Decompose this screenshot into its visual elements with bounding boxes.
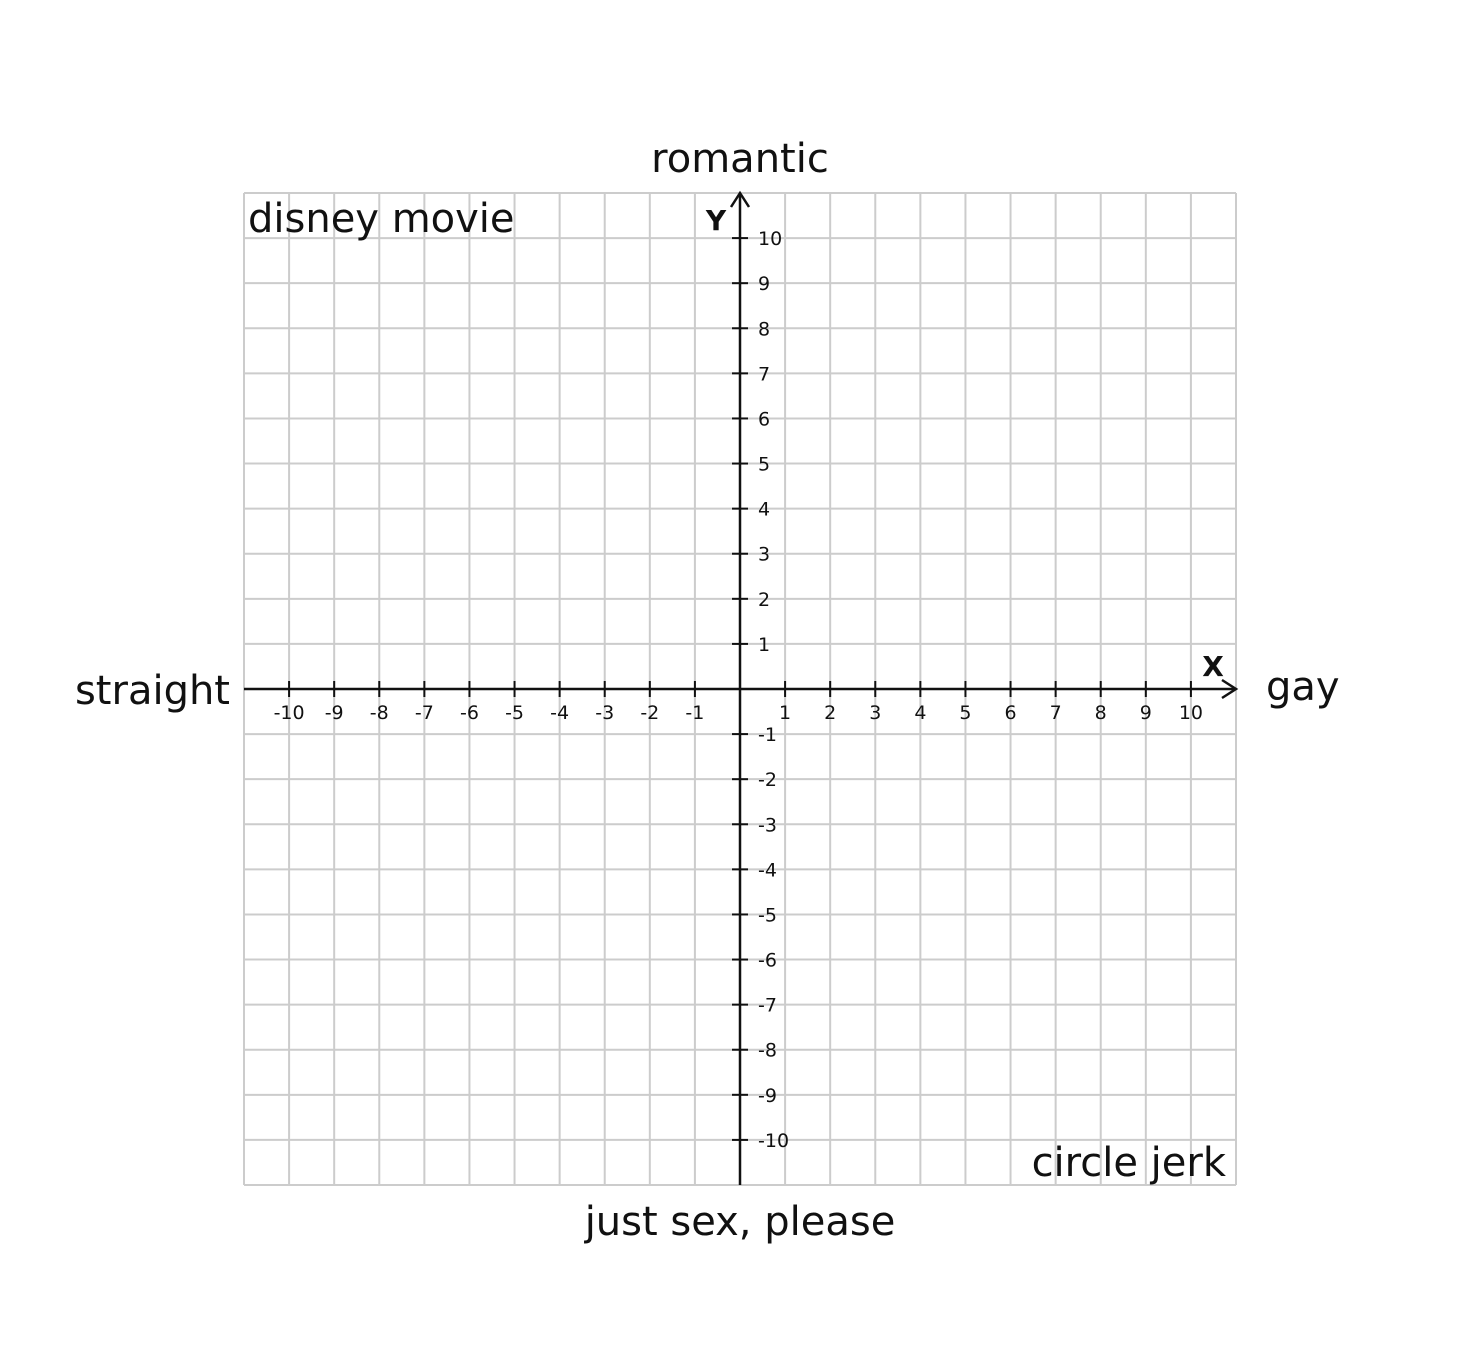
y-tick-label: 8 bbox=[758, 318, 771, 341]
x-tick-label: -9 bbox=[324, 702, 344, 724]
x-tick-label: 9 bbox=[1139, 702, 1152, 724]
y-tick-label: -7 bbox=[758, 994, 777, 1017]
x-tick-label: -5 bbox=[505, 702, 525, 724]
x-tick-label: 7 bbox=[1049, 702, 1062, 724]
x-tick-label: -7 bbox=[414, 702, 434, 724]
x-tick-label: 3 bbox=[869, 702, 882, 724]
annotation-top: romantic bbox=[651, 136, 829, 182]
x-tick-label: 5 bbox=[959, 702, 972, 724]
x-tick-label: -2 bbox=[640, 702, 660, 724]
y-tick-label: 10 bbox=[758, 228, 783, 251]
y-tick-label: 7 bbox=[758, 363, 771, 386]
x-tick-label: -6 bbox=[459, 702, 479, 724]
y-tick-label: -9 bbox=[758, 1084, 777, 1107]
y-tick-label: -6 bbox=[758, 949, 777, 972]
x-tick-label: 6 bbox=[1004, 702, 1017, 724]
annotation-bottom-right: circle jerk bbox=[1031, 1140, 1226, 1186]
y-tick-label: -3 bbox=[758, 814, 777, 837]
x-tick-label: 1 bbox=[779, 702, 792, 724]
annotation-bottom: just sex, please bbox=[584, 1199, 896, 1245]
x-tick-label: 4 bbox=[914, 702, 927, 724]
y-tick-label: -4 bbox=[758, 859, 777, 882]
annotation-left: straight bbox=[74, 668, 230, 714]
y-tick-label: 3 bbox=[758, 543, 771, 566]
x-tick-label: -3 bbox=[595, 702, 615, 724]
y-tick-label: -8 bbox=[758, 1039, 777, 1062]
x-tick-label: -8 bbox=[369, 702, 389, 724]
y-tick-label: 9 bbox=[758, 273, 771, 296]
x-tick-label: -1 bbox=[685, 702, 705, 724]
axes bbox=[244, 193, 1236, 1185]
x-tick-label: 2 bbox=[824, 702, 837, 724]
annotation-top-left: disney movie bbox=[248, 196, 515, 242]
y-tick-label: -1 bbox=[758, 724, 777, 747]
y-tick-label: 6 bbox=[758, 408, 771, 431]
x-tick-label: -4 bbox=[550, 702, 570, 724]
x-axis-name: X bbox=[1202, 650, 1224, 683]
x-tick-label: -10 bbox=[273, 702, 305, 724]
y-tick-label: 1 bbox=[758, 633, 771, 656]
y-tick-label: -2 bbox=[758, 769, 777, 792]
annotation-right: gay bbox=[1266, 664, 1340, 710]
y-axis-name: Y bbox=[705, 204, 727, 237]
x-tick-label: 8 bbox=[1094, 702, 1107, 724]
y-tick-label: 2 bbox=[758, 588, 771, 611]
y-tick-label: -5 bbox=[758, 904, 777, 927]
y-tick-label: 4 bbox=[758, 498, 771, 521]
y-tick-label: 5 bbox=[758, 453, 771, 476]
y-tick-label: -10 bbox=[758, 1129, 790, 1152]
x-tick-label: 10 bbox=[1178, 702, 1204, 724]
